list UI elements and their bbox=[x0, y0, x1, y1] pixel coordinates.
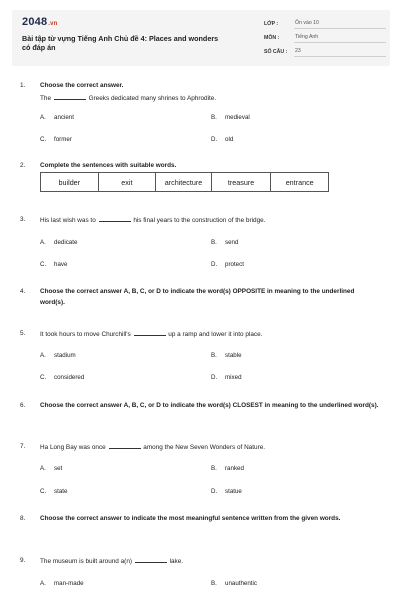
question-instruction: Choose the correct answer A, B, C, or D to indicate the word(s) CLOSEST in meaning to the underlined word(s). bbox=[40, 402, 379, 409]
option-text: stadium bbox=[54, 352, 76, 359]
meta-class-row bbox=[264, 18, 386, 32]
word-bank-item: treasure bbox=[212, 173, 272, 191]
sentence-part: his final years to the construction of the bridge. bbox=[133, 217, 266, 224]
sentence-part: among the New Seven Wonders of Nature. bbox=[143, 444, 266, 451]
sentence-part: It took hours to move Churchill's bbox=[40, 331, 131, 338]
sentence-part: The museum is built around a(n) bbox=[40, 558, 132, 565]
option-b[interactable] bbox=[211, 352, 242, 359]
question-sentence bbox=[40, 443, 265, 451]
document-title-line-2: có đáp án bbox=[22, 43, 56, 52]
meta-count-value: 23 bbox=[294, 48, 386, 57]
option-a[interactable] bbox=[40, 114, 74, 121]
question-number: 3. bbox=[20, 216, 26, 223]
question-sentence bbox=[40, 557, 183, 565]
question-number: 8. bbox=[20, 515, 26, 522]
sentence-part: Ha Long Bay was once bbox=[40, 444, 106, 451]
option-letter: B. bbox=[211, 239, 217, 246]
word-bank-item: entrance bbox=[285, 177, 314, 187]
option-b[interactable] bbox=[211, 239, 238, 246]
meta-count-label: SỐ CÂU : bbox=[264, 49, 288, 55]
option-letter: A. bbox=[40, 580, 46, 587]
sentence-part: His last wish was to bbox=[40, 217, 96, 224]
option-letter: C. bbox=[40, 261, 47, 268]
option-text: send bbox=[225, 239, 239, 246]
document-title-line-1: Bài tập từ vựng Tiếng Anh Chủ đề 4: Places and wonders bbox=[22, 34, 219, 43]
logo-suffix: .vn bbox=[48, 21, 58, 27]
option-text: ancient bbox=[54, 114, 74, 121]
document-title bbox=[22, 34, 242, 52]
option-a[interactable] bbox=[40, 239, 77, 246]
question-instruction: Choose the correct answer. bbox=[40, 82, 124, 89]
question-number: 2. bbox=[20, 162, 26, 169]
word-bank-item: exit bbox=[99, 173, 157, 191]
option-a[interactable] bbox=[40, 352, 76, 359]
question-number: 9. bbox=[20, 557, 26, 564]
option-letter: C. bbox=[40, 136, 47, 143]
option-letter: C. bbox=[40, 488, 47, 495]
option-text: considered bbox=[54, 374, 85, 381]
question-number: 6. bbox=[20, 402, 26, 409]
option-text: dedicate bbox=[54, 239, 78, 246]
option-letter: D. bbox=[211, 261, 218, 268]
option-letter: A. bbox=[40, 352, 46, 359]
option-a[interactable] bbox=[40, 580, 84, 587]
option-text: medieval bbox=[225, 114, 250, 121]
option-letter: D. bbox=[211, 374, 218, 381]
sentence-part: The bbox=[40, 95, 52, 102]
sentence-part: lake. bbox=[169, 558, 184, 565]
option-letter: A. bbox=[40, 465, 46, 472]
option-a[interactable] bbox=[40, 465, 62, 472]
option-letter: A. bbox=[40, 239, 46, 246]
answer-blank bbox=[99, 216, 131, 222]
option-text: unauthentic bbox=[225, 580, 257, 587]
question-sentence bbox=[40, 330, 262, 338]
question-1-sentence bbox=[40, 94, 216, 102]
option-text: state bbox=[54, 488, 68, 495]
option-letter: B. bbox=[211, 352, 217, 359]
option-c[interactable] bbox=[40, 136, 72, 143]
option-b[interactable] bbox=[211, 465, 244, 472]
option-text: statue bbox=[225, 488, 242, 495]
option-letter: D. bbox=[211, 136, 218, 143]
question-number: 4. bbox=[20, 288, 26, 295]
option-text: ranked bbox=[225, 465, 244, 472]
option-text: mixed bbox=[225, 374, 242, 381]
answer-blank bbox=[54, 94, 86, 100]
question-sentence bbox=[40, 216, 265, 224]
option-text: set bbox=[54, 465, 63, 472]
option-d[interactable] bbox=[211, 488, 242, 495]
meta-class-label: LỚP : bbox=[264, 21, 279, 27]
option-letter: D. bbox=[211, 488, 218, 495]
option-d[interactable] bbox=[211, 374, 242, 381]
option-text: old bbox=[225, 136, 234, 143]
site-logo[interactable] bbox=[22, 16, 58, 28]
question-instruction: Choose the correct answer to indicate the most meaningful sentence written from the given words. bbox=[40, 515, 341, 522]
word-bank bbox=[40, 172, 329, 192]
option-letter: B. bbox=[211, 580, 217, 587]
question-instruction: Choose the correct answer A, B, C, or D to indicate the word(s) OPPOSITE in meaning to the underlined word(s). bbox=[40, 288, 355, 306]
word-bank-item: builder bbox=[41, 173, 99, 191]
question-number: 7. bbox=[20, 443, 26, 450]
option-letter: B. bbox=[211, 465, 217, 472]
answer-blank bbox=[134, 330, 166, 336]
sentence-part: Greeks dedicated many shrines to Aphrodite. bbox=[88, 95, 217, 102]
option-letter: B. bbox=[211, 114, 217, 121]
meta-subject-row bbox=[264, 32, 386, 46]
answer-blank bbox=[135, 557, 167, 563]
option-c[interactable] bbox=[40, 488, 67, 495]
option-text: man-made bbox=[54, 580, 84, 587]
word-bank-item: architecture bbox=[156, 173, 212, 191]
question-number: 5. bbox=[20, 330, 26, 337]
question-number: 1. bbox=[20, 82, 26, 89]
meta-subject-value: Tiếng Anh bbox=[294, 34, 386, 43]
option-d[interactable] bbox=[211, 136, 233, 143]
option-b[interactable] bbox=[211, 580, 257, 587]
meta-subject-label: MÔN : bbox=[264, 35, 280, 41]
option-d[interactable] bbox=[211, 261, 244, 268]
meta-count-row bbox=[264, 46, 386, 60]
option-letter: C. bbox=[40, 374, 47, 381]
option-text: stable bbox=[225, 352, 242, 359]
option-text: protect bbox=[225, 261, 244, 268]
meta-class-value: Ôn vào 10 bbox=[294, 20, 386, 29]
option-c[interactable] bbox=[40, 374, 84, 381]
answer-blank bbox=[109, 443, 141, 449]
logo-text: 2048 bbox=[22, 16, 48, 28]
option-letter: A. bbox=[40, 114, 46, 121]
document-header bbox=[12, 10, 390, 66]
option-text: have bbox=[54, 261, 68, 268]
sentence-part: up a ramp and lower it into place. bbox=[168, 331, 263, 338]
document-meta bbox=[264, 18, 386, 60]
option-b[interactable] bbox=[211, 114, 250, 121]
question-instruction: Complete the sentences with suitable words. bbox=[40, 162, 177, 169]
option-c[interactable] bbox=[40, 261, 67, 268]
option-text: former bbox=[54, 136, 72, 143]
